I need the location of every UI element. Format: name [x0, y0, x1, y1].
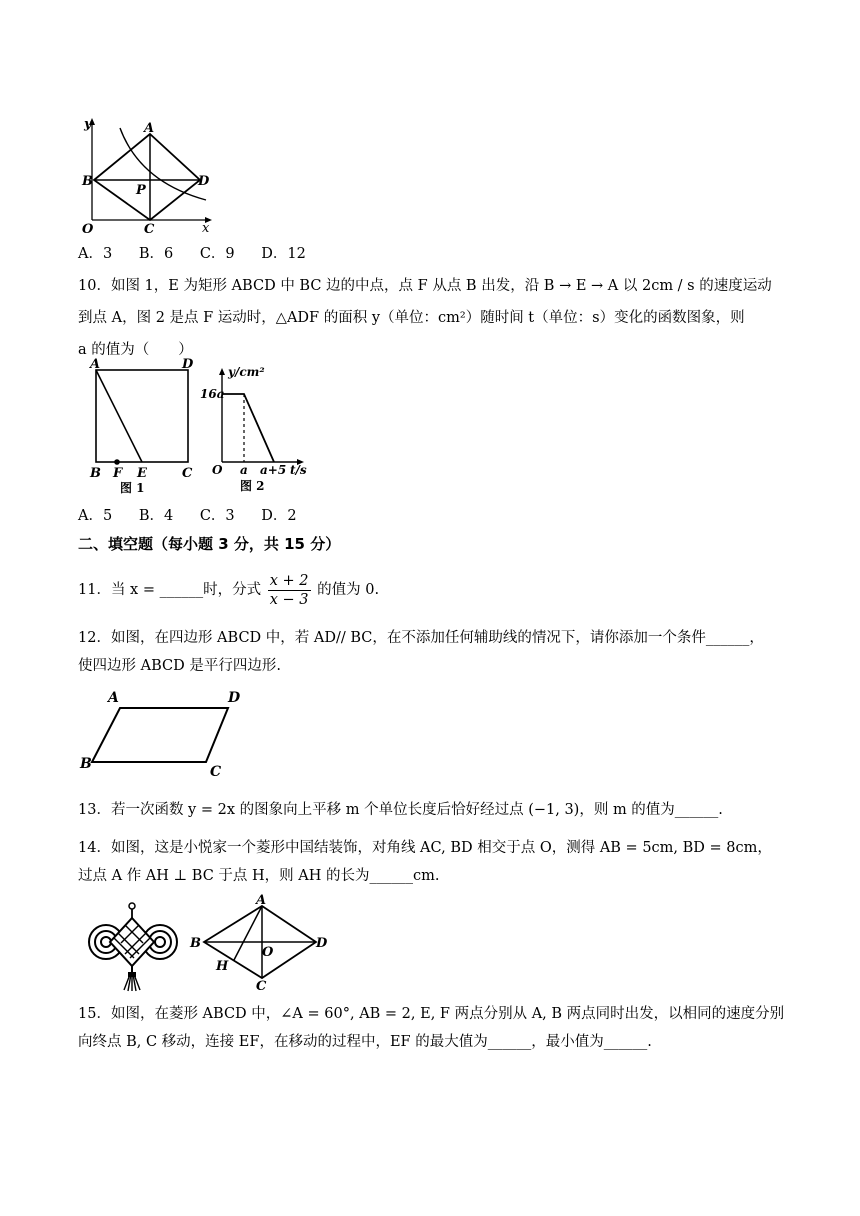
fig2-xtick-a5: a+5	[260, 463, 287, 477]
fig12-label-c: C	[210, 764, 222, 780]
fig1-label-f: F	[113, 466, 123, 481]
q11-prefix: 11．当 x = ______时，分式	[78, 582, 262, 598]
q9-option-b: B．6	[138, 246, 174, 262]
fig9-label-p: P	[136, 183, 146, 198]
q11-suffix: 的值为 0.	[317, 582, 380, 598]
fig14-label-a: A	[256, 894, 267, 908]
q10-option-d: D．2	[261, 508, 297, 524]
fig2-origin: O	[212, 463, 223, 477]
fig2-ylabel: y/cm²	[228, 366, 265, 379]
q10-text-line3: a 的值为（ ）	[78, 342, 193, 358]
q9-option-d: D．12	[261, 246, 306, 262]
fig1-label-b: B	[90, 466, 101, 481]
fig1-caption: 图 1	[120, 481, 145, 494]
fig9-label-x: x	[202, 221, 210, 234]
fig1-label-d: D	[182, 357, 194, 372]
q10-figure2	[200, 366, 315, 494]
fig14-label-h: H	[216, 959, 229, 974]
fig1-label-c: C	[182, 466, 193, 481]
q12-figure	[78, 684, 248, 782]
q12-text-line1: 12．如图，在四边形 ABCD 中，若 AD// BC，在不添加任何辅助线的情况下，请你添加一个条件______，	[78, 630, 764, 646]
fig2-xtick-a: a	[240, 463, 248, 477]
fig1-label-a: A	[90, 357, 101, 372]
fig9-label-b: B	[82, 174, 93, 189]
fig14-label-b: B	[190, 936, 201, 951]
q13-text: 13．若一次函数 y = 2x 的图象向上平移 m 个单位长度后恰好经过点 (−1, 3)，则 m 的值为______.	[78, 802, 723, 818]
q11-denominator: x − 3	[269, 591, 309, 608]
fig2-ytick-16a: 16a	[200, 387, 225, 401]
q9-option-a: A．3	[78, 246, 113, 262]
q11-fraction	[268, 572, 311, 609]
fig9-label-y: y	[84, 117, 92, 132]
q10-option-c: C．3	[199, 508, 235, 524]
fig12-label-a: A	[108, 690, 119, 706]
chinese-knot-icon	[84, 900, 184, 992]
q10-text-line2: 到点 A，图 2 是点 F 运动时，△ADF 的面积 y（单位：cm²）随时间 t（单位：s）变化的函数图象，则	[78, 310, 745, 326]
fig12-label-d: D	[228, 690, 241, 706]
fig12-label-b: B	[80, 756, 92, 772]
section-heading-fill-in: 二、填空题（每小题 3 分，共 15 分）	[78, 535, 341, 553]
fig14-label-c: C	[256, 979, 267, 990]
q9-options	[78, 244, 328, 264]
fig2-caption: 图 2	[240, 479, 265, 493]
q10-option-b: B．4	[138, 508, 174, 524]
q14-figure	[186, 894, 336, 990]
q11-numerator: x + 2	[269, 572, 309, 589]
fig14-label-o: O	[262, 945, 274, 960]
fig9-label-c: C	[144, 222, 155, 234]
q11-line	[78, 570, 379, 610]
q10-options	[78, 506, 319, 526]
q12-text-line2: 使四边形 ABCD 是平行四边形.	[78, 658, 281, 674]
fig9-label-d: D	[198, 174, 210, 189]
fig9-label-o: O	[82, 222, 94, 234]
fig9-label-a: A	[144, 121, 155, 136]
q9-figure	[78, 112, 218, 234]
q9-option-c: C．9	[199, 246, 235, 262]
fig14-label-d: D	[316, 936, 328, 951]
q10-figure1	[82, 356, 202, 494]
q14-text-line1: 14．如图，这是小悦家一个菱形中国结装饰，对角线 AC, BD 相交于点 O，测得 AB = 5cm, BD = 8cm，	[78, 840, 772, 856]
q15-text-line2: 向终点 B, C 移动，连接 EF，在移动的过程中，EF 的最大值为______，最小值为______.	[78, 1034, 652, 1050]
fig1-label-e: E	[137, 466, 147, 481]
q14-text-line2: 过点 A 作 AH ⊥ BC 于点 H，则 AH 的长为______cm.	[78, 868, 440, 884]
q15-text-line1: 15．如图，在菱形 ABCD 中，∠A = 60°, AB = 2, E, F 两点分别从 A, B 两点同时出发，以相同的速度分别	[78, 1006, 785, 1022]
fig2-xlabel: t/s	[290, 463, 307, 477]
q10-text-line1: 10．如图 1，E 为矩形 ABCD 中 BC 边的中点，点 F 从点 B 出发，沿 B → E → A 以 2cm / s 的速度运动	[78, 278, 772, 294]
q10-option-a: A．5	[78, 508, 113, 524]
